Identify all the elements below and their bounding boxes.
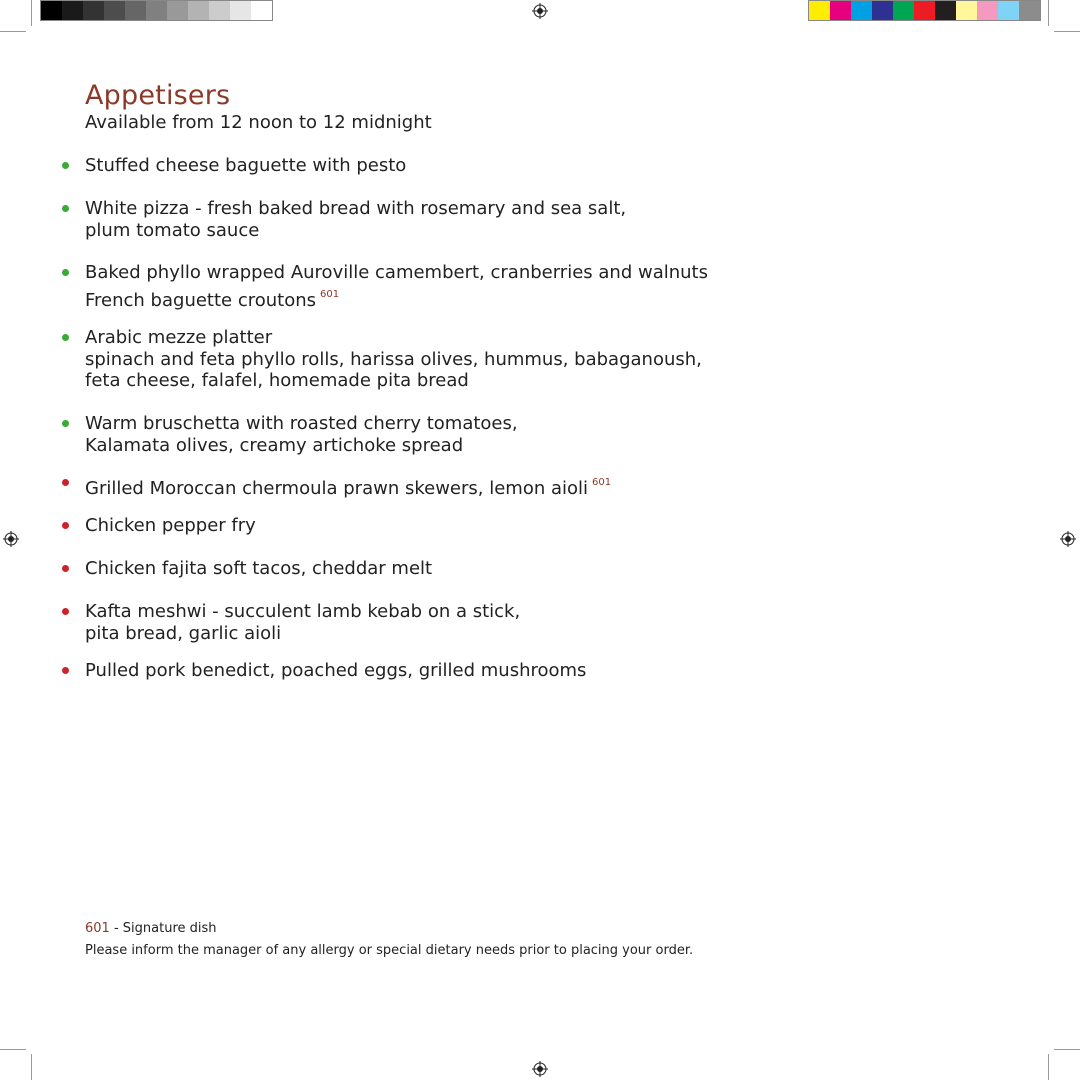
menu-item-text (85, 558, 432, 580)
signature-code: 601 (85, 921, 110, 936)
menu-item-line: Stuffed cheese baguette with pesto (85, 155, 407, 176)
menu-item-line: plum tomato sauce (85, 219, 260, 241)
crop-mark (1054, 31, 1080, 32)
color-swatch (41, 1, 62, 20)
crop-mark (1048, 0, 1049, 26)
signature-dish-footnote (85, 921, 217, 936)
color-swatch (809, 1, 830, 20)
availability-subtitle: Available from 12 noon to 12 midnight (85, 112, 432, 133)
color-swatch (977, 1, 998, 20)
veg-bullet-icon (62, 334, 69, 341)
registration-mark-icon (532, 3, 548, 19)
veg-bullet-icon (62, 162, 69, 169)
menu-item-line: French baguette croutons $^{601}$ (85, 288, 340, 311)
menu-item-line: Chicken fajita soft tacos, cheddar melt (85, 558, 433, 579)
color-swatch (251, 1, 272, 20)
menu-item-line: Chicken pepper fry (85, 515, 256, 536)
menu-item-line: Pulled pork benedict, poached eggs, grilled mushrooms (85, 660, 587, 681)
color-swatch (893, 1, 914, 20)
grayscale-color-bar (40, 0, 273, 21)
menu-item-text (85, 155, 406, 177)
color-swatch (83, 1, 104, 20)
crop-mark (31, 1054, 32, 1080)
signature-code-label: - Signature dish (109, 921, 217, 936)
nonveg-bullet-icon (62, 608, 69, 615)
color-swatch (1019, 1, 1040, 20)
page-title: Appetisers (85, 80, 231, 111)
color-swatch (956, 1, 977, 20)
menu-item-line: Kalamata olives, creamy artichoke spread (85, 434, 464, 456)
nonveg-bullet-icon (62, 565, 69, 572)
color-swatch (167, 1, 188, 20)
menu-item-line: Baked phyllo wrapped Auroville camembert, cranberries and walnuts (85, 262, 708, 283)
nonveg-bullet-icon (62, 667, 69, 674)
registration-mark-icon (3, 531, 19, 547)
color-swatch (146, 1, 167, 20)
veg-bullet-icon (62, 420, 69, 427)
menu-item-line: Grilled Moroccan chermoula prawn skewers, lemon aioli $^{601}$ (85, 477, 612, 499)
veg-bullet-icon (62, 205, 69, 212)
crop-mark (0, 31, 26, 32)
nonveg-bullet-icon (62, 522, 69, 529)
color-swatch (851, 1, 872, 20)
menu-item-line: feta cheese, falafel, homemade pita bread (85, 370, 469, 392)
menu-item-line: Kafta meshwi - succulent lamb kebab on a stick, (85, 601, 521, 622)
menu-item-line: Warm bruschetta with roasted cherry tomatoes, (85, 413, 518, 434)
color-swatch (104, 1, 125, 20)
color-swatch (872, 1, 893, 20)
allergy-disclaimer: Please inform the manager of any allergy or special dietary needs prior to placing your order. (85, 943, 694, 958)
menu-item-text (85, 660, 586, 682)
menu-item-text (85, 262, 708, 311)
registration-mark-icon (1060, 531, 1076, 547)
menu-item-text (85, 198, 626, 241)
color-swatch (935, 1, 956, 20)
crop-mark (1048, 1054, 1049, 1080)
process-color-bar (808, 0, 1041, 21)
color-swatch (914, 1, 935, 20)
color-swatch (62, 1, 83, 20)
menu-item-text (85, 327, 702, 392)
color-swatch (209, 1, 230, 20)
crop-mark (31, 0, 32, 26)
crop-mark (0, 1049, 26, 1050)
color-swatch (998, 1, 1019, 20)
color-swatch (830, 1, 851, 20)
menu-item-text (85, 413, 518, 456)
crop-mark (1054, 1049, 1080, 1050)
menu-item-line: Arabic mezze platter (85, 327, 273, 348)
color-swatch (230, 1, 251, 20)
menu-item-line: pita bread, garlic aioli (85, 622, 282, 644)
signature-tag: 601 (320, 288, 340, 300)
nonveg-bullet-icon (62, 479, 69, 486)
menu-item-text (85, 601, 520, 644)
veg-bullet-icon (62, 269, 69, 276)
menu-item-line: White pizza - fresh baked bread with rosemary and sea salt, (85, 198, 627, 219)
menu-item-text (85, 515, 256, 537)
color-swatch (125, 1, 146, 20)
signature-tag: 601 (592, 477, 612, 488)
color-swatch (188, 1, 209, 20)
menu-item-text (85, 472, 611, 500)
menu-item-line: spinach and feta phyllo rolls, harissa olives, hummus, babaganoush, (85, 348, 702, 370)
registration-mark-icon (532, 1061, 548, 1077)
